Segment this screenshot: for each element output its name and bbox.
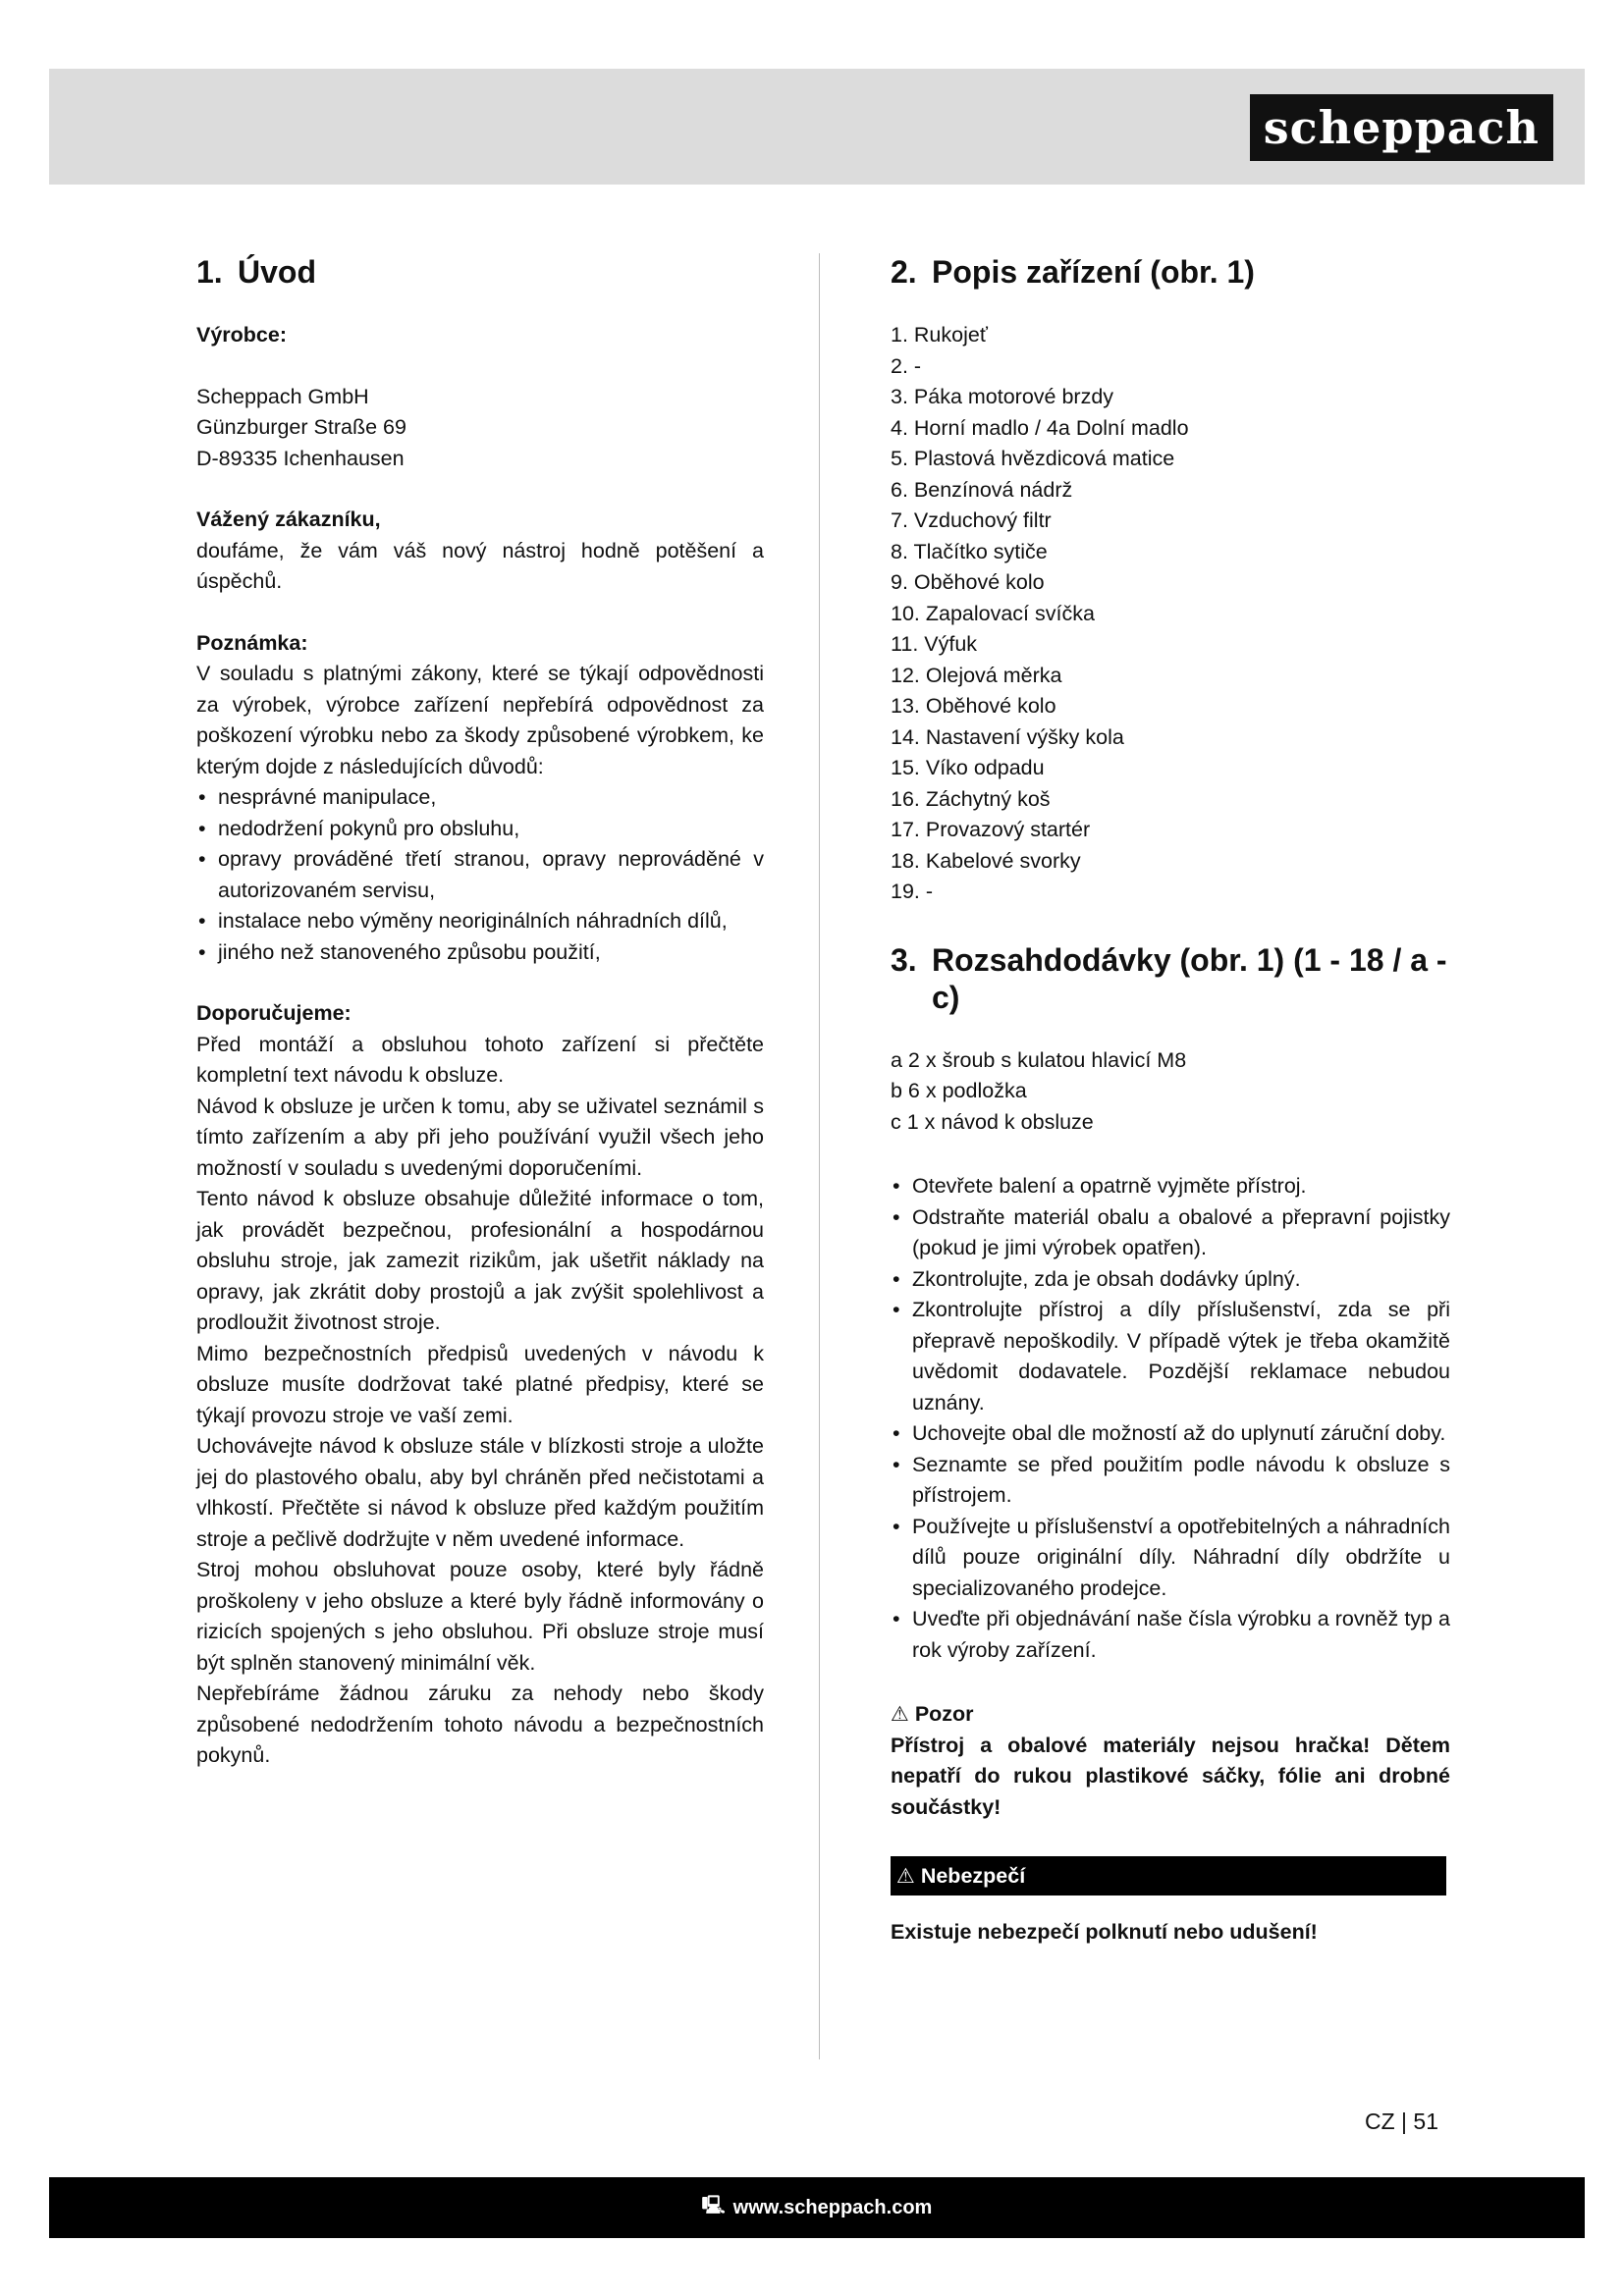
note-text: V souladu s platnými zákony, které se týkají odpovědnosti za výrobek, výrobce zařízení nepřebírá odpovědnost za poškození výrobku nebo za škody způsobené výrobkem, ke kterým dojde z následujících důvodů: [196,662,764,778]
section-title: Úvod [238,254,316,290]
list-item: 4. Horní madlo / 4a Dolní madlo [891,415,1189,440]
caution-heading [891,1699,1450,1731]
note-list [196,782,764,968]
list-item: 8. Tlačítko sytiče [891,539,1048,563]
list-item: • nedodržení pokynů pro obsluhu, [196,814,764,845]
list-item: • nesprávné manipulace, [196,782,764,814]
scope-item: a 2 x šroub s kulatou hlavicí M8 [891,1047,1187,1072]
brand-logo: scheppach [1250,94,1553,161]
greeting: Vážený zákazníku, [196,507,381,531]
list-item: 15. Víko odpadu [891,756,1045,779]
paragraph: Návod k obsluze je určen k tomu, aby se uživatel seznámil s tímto zařízením a aby při jeho používání využil všech jeho možností v souladu s uvedenými doporučeními. [196,1094,764,1180]
section-title: Rozsahdodávky (obr. 1) (1 - 18 / a - c) [932,941,1447,1015]
website-link[interactable]: www.scheppach.com [732,2196,933,2218]
address-line: Günzburger Straße 69 [196,415,406,439]
list-item: 16. Záchytný koš [891,786,1051,811]
list-item: 19. - [891,880,934,903]
list-item: • Otevřete balení a opatrně vyjměte přístroj. [891,1171,1450,1202]
warning-triangle-icon: ⚠ [896,1865,915,1888]
list-item: 18. Kabelové svorky [891,848,1081,873]
warning-triangle-icon: ⚠ [891,1703,909,1726]
caution-label: Pozor [914,1702,974,1726]
caution-text: Přístroj a obalové materiály nejsou hračka! Dětem nepatří do rukou plastikové sáčky, fólie ani drobné součástky! [891,1733,1450,1819]
list-item: • instalace nebo výměny neoriginálních náhradních dílů, [196,906,764,937]
list-item: 5. Plastová hvězdicová matice [891,447,1175,470]
danger-text: Existuje nebezpečí polknutí nebo udušení! [891,1920,1318,1944]
recommend-label: Doporučujeme: [196,1001,352,1025]
computer-icon: 🖳 [701,2195,726,2215]
list-item: 14. Nastavení výšky kola [891,724,1124,749]
paragraph: Před montáží a obsluhou tohoto zařízení si přečtěte kompletní text návodu k obsluze. [196,1032,764,1087]
list-item: • Odstraňte materiál obalu a obalové a přepravní pojistky (pokud je jimi výrobek opatřen). [891,1202,1450,1264]
footer-bar [49,2177,1585,2238]
list-item: 3. Páka motorové brzdy [891,385,1114,408]
address-line: D-89335 Ichenhausen [196,446,405,470]
list-item: 11. Výfuk [891,632,978,656]
list-item: 9. Oběhové kolo [891,570,1045,594]
section-number: 1. [196,254,223,290]
list-item: • jiného než stanoveného způsobu použití, [196,937,764,969]
list-item: • Zkontrolujte, zda je obsah dodávky úplný. [891,1264,1450,1296]
list-item: • Používejte u příslušenství a opotřebitelných a náhradních dílů pouze originální díly. Náhradní díly obdržíte u specializovaného prodejce. [891,1512,1450,1605]
list-item: 13. Oběhové kolo [891,694,1056,718]
section-number: 3. [891,941,917,978]
list-item: • Seznamte se před použitím podle návodu k obsluze s přístrojem. [891,1450,1450,1512]
unpacking-steps [891,1171,1450,1666]
address-line: Scheppach GmbH [196,384,369,408]
section-title: Popis zařízení (obr. 1) [932,254,1255,290]
danger-label: Nebezpečí [920,1864,1026,1888]
page-number: CZ | 51 [1365,2109,1438,2134]
scope-item: b 6 x podložka [891,1079,1027,1102]
header-band [49,69,1585,185]
left-column [196,253,764,1772]
section-number: 2. [891,254,917,290]
list-item: 7. Vzduchový filtr [891,508,1052,532]
section-1-heading [196,253,764,291]
paragraph: Stroj mohou obsluhovat pouze osoby, které byly řádně proškoleny v jeho obsluze a které byly řádně informovány o rizicích spojených s jeho obsluhou. Při obsluze stroje musí být splněn stanovený minimální věk. [196,1558,764,1675]
list-item: • opravy prováděné třetí stranou, opravy neprováděné v autorizovaném servisu, [196,844,764,906]
paragraph: Nepřebíráme žádnou záruku za nehody nebo škody způsobené nedodržením tohoto návodu a bezpečnostních pokynů. [196,1682,764,1767]
list-item: • Uchovejte obal dle možností až do uplynutí záruční doby. [891,1418,1450,1450]
paragraph: Uchovávejte návod k obsluze stále v blízkosti stroje a uložte jej do plastového obalu, aby byl chráněn před nečistotami a vlhkostí. Přečtěte si návod k obsluze před každým použitím stroje a pečlivě dodržujte v něm uvedené informace. [196,1434,764,1551]
list-item: 12. Olejová měrka [891,663,1062,687]
section-3-heading [891,941,1450,1016]
manufacturer-label: Výrobce: [196,323,288,347]
list-item: 10. Zapalovací svíčka [891,601,1095,625]
list-item: 17. Provazový startér [891,818,1091,841]
greeting-text: doufáme, že vám váš nový nástroj hodně potěšení a úspěchů. [196,538,764,593]
danger-banner [891,1856,1446,1896]
list-item: 1. Rukojeť [891,323,988,347]
note-label: Poznámka: [196,630,308,655]
section-2-heading [891,253,1450,291]
paragraph: Tento návod k obsluze obsahuje důležité informace o tom, jak provádět bezpečnou, profesionální a hospodárnou obsluhu stroje, jak zamezit rizikům, jak ušetřit náklady na opravy, jak zkrátit doby prostojů a jak zvýšit spolehlivost a prodloužit životnost stroje. [196,1187,764,1334]
column-divider [819,253,820,2059]
parts-list [891,320,1450,908]
paragraph: Mimo bezpečnostních předpisů uvedených v návodu k obsluze musíte dodržovat také platné předpisy, které se týkají provozu stroje ve vaší zemi. [196,1341,764,1427]
list-item: • Uveďte při objednávání naše čísla výrobku a rovněž typ a rok výroby zařízení. [891,1604,1450,1666]
right-column [891,253,1450,1949]
scope-item: c 1 x návod k obsluze [891,1109,1094,1134]
list-item: 2. - [891,353,922,378]
list-item: • Zkontrolujte přístroj a díly příslušenství, zda se při přepravě nepoškodily. V případě výtek je třeba okamžitě uvědomit dodavatele. Pozdější reklamace nebudou uznány. [891,1295,1450,1418]
list-item: 6. Benzínová nádrž [891,477,1073,502]
